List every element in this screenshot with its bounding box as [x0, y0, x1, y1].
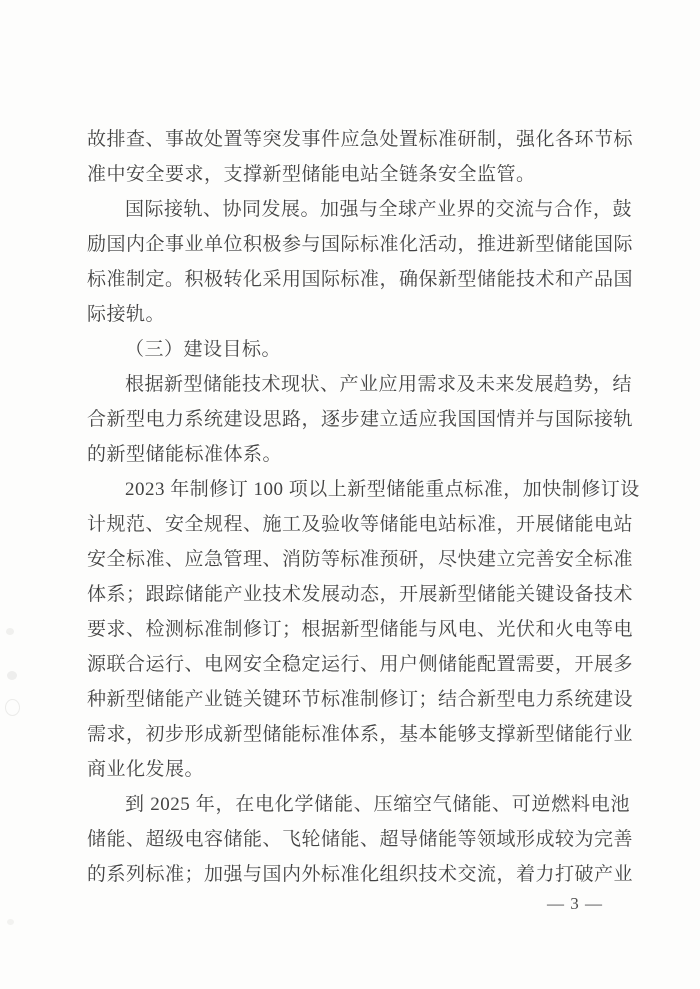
text-line: 的系列标准；加强与国内外标准化组织技术交流，着力打破产业: [87, 864, 634, 885]
text-line: 要求、检测标准制修订；根据新型储能与风电、光伏和火电等电: [87, 619, 634, 640]
text-line: 合新型电力系统建设思路，逐步建立适应我国国情并与国际接轨: [87, 409, 634, 430]
text-line: 体系；跟踪储能产业技术发展动态，开展新型储能关键设备技术: [87, 584, 634, 605]
text-line: 储能、超级电容储能、飞轮储能、超导储能等领域形成较为完善: [87, 829, 634, 850]
text-line: 标准制定。积极转化采用国际标准，确保新型储能技术和产品国: [87, 269, 634, 290]
text-line: 源联合运行、电网安全稳定运行、用户侧储能配置需要，开展多: [87, 654, 634, 675]
text-line: 种新型储能产业链关键环节标准制修订；结合新型电力系统建设: [87, 689, 634, 710]
text-line: 励国内企事业单位积极参与国际标准化活动，推进新型储能国际: [87, 234, 634, 255]
text-line: 根据新型储能技术现状、产业应用需求及未来发展趋势，结: [125, 374, 633, 395]
text-line: 安全标准、应急管理、消防等标准预研，尽快建立完善安全标准: [87, 549, 634, 570]
text-line: 需求，初步形成新型储能标准体系，基本能够支撑新型储能行业: [87, 724, 634, 745]
text-line: 商业化发展。: [87, 759, 205, 780]
section-heading-line: （三）建设目标。: [125, 339, 282, 360]
text-line: 的新型储能标准体系。: [87, 444, 283, 465]
text-line: 准中安全要求，支撑新型储能电站全链条安全监管。: [87, 164, 536, 185]
text-line: 到 2025 年，在电化学储能、压缩空气储能、可逆燃料电池: [125, 794, 630, 815]
scan-artifact-speck: [5, 699, 20, 716]
text-line: 2023 年制修订 100 项以上新型储能重点标准，加快制修订设: [125, 479, 640, 500]
text-line: 际接轨。: [87, 304, 166, 325]
scan-artifact-speck: [7, 671, 17, 680]
scan-artifact-speck: [6, 628, 14, 635]
page-number: — 3 —: [547, 894, 603, 913]
document-body-text: [87, 122, 640, 892]
text-line: 故排查、事故处置等突发事件应急处置标准研制，强化各环节标: [87, 129, 634, 150]
text-line: 国际接轨、协同发展。加强与全球产业界的交流与合作，鼓: [125, 199, 633, 220]
scan-artifact-speck: [7, 919, 14, 925]
text-line: 计规范、安全规程、施工及验收等储能电站标准，开展储能电站: [87, 514, 634, 535]
